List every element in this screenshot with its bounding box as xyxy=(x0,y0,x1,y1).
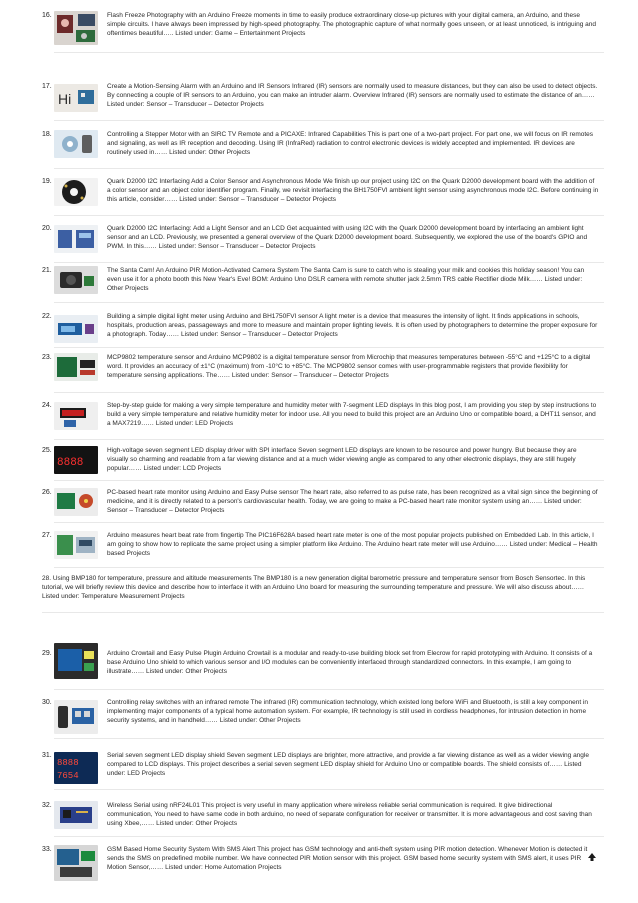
item-description: Serial seven segment LED display shield Seven segment LED displays are brighter, more attractive, and provide a far viewing distance as well as a wider viewing angle compared to LCD displays. This project describes a serial seven segment LED display shield for Arduino Uno or compatible boards. The shield consists of…… Listed under: LED Projects xyxy=(107,752,589,778)
item-number: 29. xyxy=(42,650,52,657)
item-description: PC-based heart rate monitor using Arduino and Easy Pulse sensor The heart rate, also referred to as pulse rate, has been recognized as a vital sign since the beginning of medicine, and it is directly related to a person's cardiovascular health. Today, we are going to make a PC-based heart rate monitor system using an…… Listed under: Sensor – Transducer – Detector Projects xyxy=(107,489,598,515)
item-description: Quark D2000 I2C Interfacing Add a Color Sensor and Asynchronous Mode We finish up our project using I2C on the Quark D2000 development board with the addition of a color sensor and an object color identifier program. Finally, we revisit interfacing the BH1750FVI ambient light sensor using asynchronous mode I2C. Before continuing in this article, consider…… Listed under: Sensor – Transducer – Detector Projects xyxy=(107,178,599,204)
divider xyxy=(54,52,604,53)
item-description: Quark D2000 I2C Interfacing: Add a Light Sensor and an LCD Get acquainted with using I2C with the Quark D2000 development board by interfacing an ambient light sensor and an LCD. Previously, we presented a general overview of the Quark D2000 development board. Subsequently, we explored the use of the board's GPIO and PWM. In this…… Listed under: Sensor – Transducer – Detector Projects xyxy=(107,225,588,251)
item-description: Arduino Crowtail and Easy Pulse Plugin Arduino Crowtail is a modular and ready-to-use building block set from Elecrow for rapid prototyping with Arduino. It consists of a base Arduino Uno shield to which various sensor and I/O modules can be conveniently interfaced through standardized connectors. In this example, I am going to illustrate…… Listed under: Other Projects xyxy=(107,650,593,676)
item-number: 26. xyxy=(42,489,52,496)
svg-text:7654: 7654 xyxy=(57,771,79,781)
divider xyxy=(54,302,604,303)
divider xyxy=(54,689,604,690)
svg-text:8888: 8888 xyxy=(57,758,79,768)
item-description: Step-by-step guide for making a very simple temperature and humidity meter with 7-segment LED displays In this blog post, I am providing you step by step instructions to build a very simple temperature and relative humidity meter for indoor use. All you need to build this project are an Arduino Uno or compatible board, a DHT11 sensor, and a MAX7219…… Listed under: LED Projects xyxy=(107,402,597,428)
item-description: MCP9802 temperature sensor and Arduino MCP9802 is a digital temperature sensor from Microchip that measures temperatures between -55°C and +125°C to a digital word. It provides an accuracy of ±1°C (maximum) from -10°C to +85°C. The MCP9802 sensor comes with user-programmable registers that provide flexibility for temperature sensing applications. The…… Listed under: Sensor – Transducer – Detector Projects xyxy=(107,354,591,380)
divider xyxy=(54,392,604,393)
item-description: GSM Based Home Security System With SMS Alert This project has GSM technology and anti-theft system using PIR motion detection. Whenever Motion is detected it sends the SMS on predefined mobile number. We have connected PIR Motion sensor with this project. GSM based home security system with SMS alert, it uses PIR Motion Sensor,…… Listed under: Home Automation Projects xyxy=(107,846,588,872)
divider xyxy=(54,522,604,523)
item-description-with-number xyxy=(42,574,602,602)
item-number: 21. xyxy=(42,267,52,274)
svg-text:8888: 8888 xyxy=(57,457,84,469)
thumbnail-light-meter[interactable] xyxy=(54,315,98,343)
thumbnail-motion-alarm[interactable] xyxy=(54,84,98,112)
item-number: 28. xyxy=(42,575,52,582)
item-number: 22. xyxy=(42,313,52,320)
divider xyxy=(54,347,604,348)
thumbnail-stepper-motor[interactable] xyxy=(54,130,98,158)
divider xyxy=(54,262,604,263)
divider xyxy=(54,120,604,121)
item-number: 23. xyxy=(42,354,52,361)
thumbnail-relay-remote[interactable] xyxy=(54,700,98,734)
item-description: Create a Motion-Sensing Alarm with an Arduino and IR Sensors Infrared (IR) sensors are normally used to measure distances, but they can also be used to detect objects. By connecting a couple of IR sensors to an Arduino, you can make an intruder alarm. Overview Infrared (IR) sensors are normally used to estimate the distance of an…… Listed under: Sensor – Transducer – Detector Projects xyxy=(107,83,598,109)
item-description: High-voltage seven segment LED display driver with SPI interface Seven segment LED displays are known to be resource and power hungry. But because they are visually so charming and readable from a far viewing distance and at a much wider viewing angle as compared to any other electronic displays, they are still hugely popular…… Listed under: LCD Projects xyxy=(107,447,577,473)
divider xyxy=(54,168,604,169)
item-number: 30. xyxy=(42,699,52,706)
item-number: 27. xyxy=(42,532,52,539)
thumbnail-flash-freeze[interactable] xyxy=(54,11,98,45)
divider xyxy=(54,480,604,481)
divider xyxy=(54,738,604,739)
thumbnail-gsm-security[interactable] xyxy=(54,845,98,881)
item-description: The Santa Cam! An Arduino PIR Motion-Activated Camera System The Santa Cam is sure to catch who is stealing your milk and cookies this holiday season! You can even use it for a photo booth this New Year's Eve! BOM: Arduino Uno DSLR camera with remote shutter jack 2.5mm TRS cable Rectifier diode Milk…… Listed under: Other Projects xyxy=(107,267,585,293)
thumbnail-pulse-sensor[interactable] xyxy=(54,488,98,516)
item-number: 20. xyxy=(42,225,52,232)
arrow-up-icon xyxy=(587,852,597,862)
divider xyxy=(54,439,604,440)
scroll-to-top-button[interactable] xyxy=(587,849,597,859)
thumbnail-mcp9802[interactable] xyxy=(54,353,98,381)
divider xyxy=(42,612,604,613)
item-description: Flash Freeze Photography with an Arduino Freeze moments in time to easily produce extraordinary close-up pictures with your digital camera, an Arduino, and these simple circuits. I have always been impressed by high-speed photography. The photographic capture of what normally goes unseen, or at least unnoticed, is intriguing and oftentimes beautiful….. Listed under: Game – Entertainment Projects xyxy=(107,12,596,38)
thumbnail-crowtail[interactable] xyxy=(54,643,98,679)
thumbnail-quark-lcd[interactable] xyxy=(54,225,98,253)
thumbnail-temp-humidity[interactable] xyxy=(54,402,98,430)
divider xyxy=(54,567,604,568)
item-number: 24. xyxy=(42,402,52,409)
item-number: 32. xyxy=(42,802,52,809)
item-number: 25. xyxy=(42,447,52,454)
divider xyxy=(54,789,604,790)
item-number: 31. xyxy=(42,752,52,759)
divider xyxy=(54,836,604,837)
item-number: 19. xyxy=(42,178,52,185)
item-number: 17. xyxy=(42,83,52,90)
thumbnail-santa-cam[interactable] xyxy=(54,266,98,294)
item-description: Arduino measures heart beat rate from fingertip The PIC16F628A based heart rate meter is one of the most popular projects published on Embedded Lab. In this article, I am going to show how to replicate the same project using a simpler platform like Arduino. The Arduino heart rate meter will use Arduino…… Listed under: Medical – Health based Projects xyxy=(107,532,598,558)
svg-text:Hi: Hi xyxy=(58,91,72,107)
divider xyxy=(54,215,604,216)
thumbnail-serial-led[interactable] xyxy=(54,752,98,784)
item-number: 16. xyxy=(42,12,52,19)
item-description: Using BMP180 for temperature, pressure and altitude measurements The BMP180 is a new generation digital barometric pressure and temperature sensor from Bosch Sensortec. In this tutorial, we will briefly review this device and describe how to interface it with an Arduino Uno board for measuring the surrounding temperature and pressure. We will also discuss about…… Listed under: Temperature Measurement Projects xyxy=(42,575,586,601)
thumbnail-heart-beat[interactable] xyxy=(54,531,98,559)
thumbnail-seven-segment[interactable] xyxy=(54,446,98,474)
item-number: 18. xyxy=(42,131,52,138)
item-number: 33. xyxy=(42,846,52,853)
thumbnail-quark-color[interactable] xyxy=(54,178,98,206)
item-description: Controlling a Stepper Motor with an SIRC TV Remote and a PICAXE: Infrared Capabilities This is part one of a two-part project. For part one, we will focus on IR remotes and signaling, as well as IR reception and decoding. Using IR (InfraRed) radiation to control electronic devices is widely accepted and implemented. IR devices are routinely used in…… Listed under: Other Projects xyxy=(107,131,594,157)
item-description: Building a simple digital light meter using Arduino and BH1750FVI sensor A light meter is a device that measures the intensity of light. It finds applications in schools, hospitals, production areas, passageways and more to measure and maintain proper lighting levels. It is often used by photographers to determine the proper exposure for a photograph. Today…… Listed under: Sensor – Transducer – Detector Projects xyxy=(107,313,598,339)
item-description: Wireless Serial using nRF24L01 This project is very useful in many application where wireless reliable serial communication is required. It give bidirectional communication, You need to have same code in both arduino, no need of separate configuration for receiver or transmitter. It is more advantageous and cost saving than using Xbee,…… Listed under: Other Projects xyxy=(107,802,592,828)
item-description: Controlling relay switches with an infrared remote The infrared (IR) communication technology, which existed long before WiFi and Bluetooth, is still a key component in implementing major components of a typical home automation system. For example, IR technology is still used in cordless headphones, for intrusion detection in home security systems, and in handheld…… Listed under: Other Projects xyxy=(107,699,588,725)
thumbnail-nrf24l01[interactable] xyxy=(54,801,98,829)
